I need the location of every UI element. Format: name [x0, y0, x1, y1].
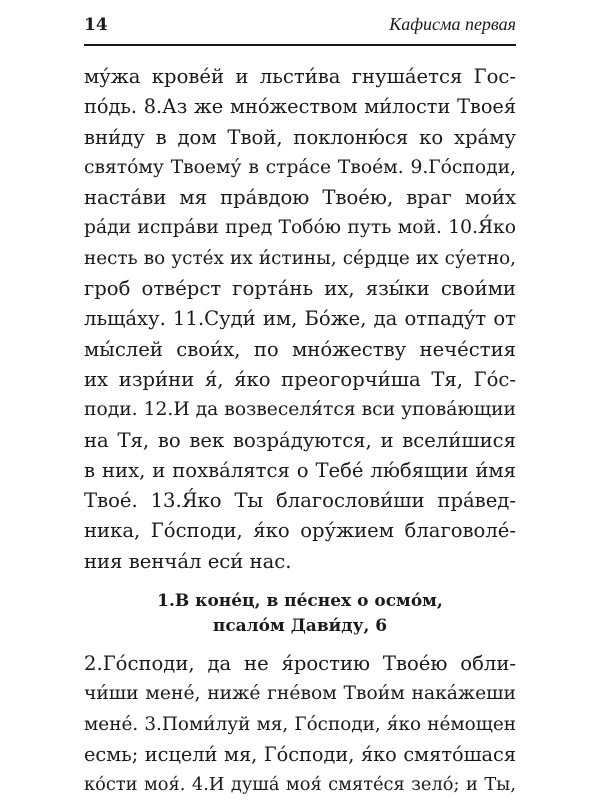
text-line: мене́. 3.Поми́луй мя, Го́споди, я́ко не́мощен	[84, 713, 516, 735]
text-line: ко́сти моя́. 4.И душа́ моя́ смяте́ся зело́; и Ты,	[84, 774, 516, 796]
text-line: их изри́ни я́, я́ко преогорчи́ша Тя, Го́с-	[84, 367, 516, 391]
text-line: есмь; исцели́ мя, Го́споди, я́ко смято́шася	[84, 742, 516, 766]
psalm-heading-line: 1.В коне́ц, в пе́снех о осмо́м,	[157, 591, 443, 612]
text-line: мы́слей свои́х, по мно́жеству нече́стия	[84, 337, 516, 361]
text-line: на Тя, во век возра́дуются, и всели́шися	[84, 428, 516, 452]
text-line: поди. 12.И да возвеселя́тся вси упова́ющии	[84, 399, 516, 421]
text-line: ния венча́л еси́ нас.	[84, 549, 292, 573]
running-head	[84, 14, 516, 46]
text-line: Твое́. 13.Я́ко Ты благослови́ши пра́вед-	[84, 489, 516, 513]
text-line: ра́ди испра́ви пред Тобо́ю путь мой. 10.Я́ко	[84, 217, 516, 239]
psalm-heading-line: псало́м Дави́ду, 6	[212, 616, 388, 637]
text-line: му́жа крове́й и льсти́ва гнуша́ется Гос-	[84, 65, 516, 88]
psalm-6-text	[84, 649, 516, 800]
text-line: ника, Го́споди, я́ко ору́жием благоволе́-	[84, 519, 516, 543]
text-line: 2.Го́споди, да не я́ростию Твое́ю обли-	[84, 652, 516, 676]
text-line: в них, и похва́лятся о Тебе́ лю́бящии и́мя	[84, 458, 516, 482]
section-title: Кафисма первая	[389, 14, 516, 34]
psalm-text-continued	[84, 62, 516, 577]
text-line: вни́ду в дом Твой, поклоню́ся ко хра́му	[84, 125, 516, 149]
book-page	[84, 14, 516, 801]
text-line: несть во усте́х их и́стины, се́рдце их су́етно,	[84, 247, 516, 269]
page-number: 14	[84, 15, 108, 35]
text-line: чи́ши мене́, ниже́ гне́вом Твои́м нака́жеши	[84, 683, 516, 705]
text-line: по́дь. 8.Аз же мно́жеством ми́лости Твоея́	[84, 95, 516, 119]
text-line: наста́ви мя пра́вдою Твое́ю, враг мои́х	[84, 186, 516, 210]
text-line: свято́му Твоему́ в стра́се Твое́м. 9.Го́споди,	[84, 156, 516, 178]
text-line: гроб отве́рст горта́нь их, язы́ки свои́ми	[84, 277, 516, 301]
text-line: льща́ху. 11.Суди́ им, Бо́же, да отпаду́т от	[84, 307, 516, 331]
psalm-heading	[84, 589, 516, 639]
